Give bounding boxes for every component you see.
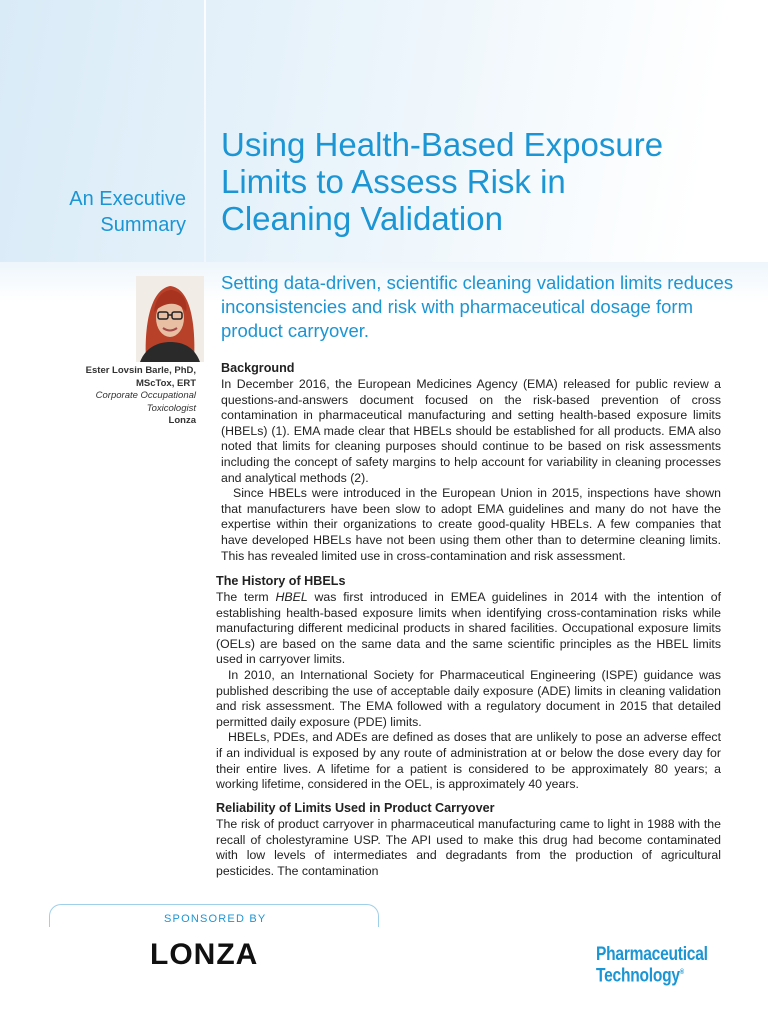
paragraph: In December 2016, the European Medicines Agency (EMA) released for public review a questions-and-answers document focused on the risk-based prevention of cross contamination in pharmaceutical manufacturing and setting health-based exposure limits (HBELs) (1). EMA made clear that HBELs should be established for all products. EMA also noted that limits for cleaning purposes should continue to be based on risk assessments including the concept of safety margins to help account for variability in cleaning processes and analytical methods (2). xyxy=(221,377,721,485)
paragraph: The term HBEL was first introduced in EMEA guidelines in 2014 with the intention of establishing health-based exposure limits when identifying cross-contamination risks while manufacturing different medicinal products in shared facilities. Occupational exposure limits (OELs) are based on the same data and the same scientific principles as the HBEL limits used in carryover limits. xyxy=(216,590,721,667)
executive-summary-kicker: An Executive Summary xyxy=(69,188,186,236)
author-byline: Ester Lovsin Barle, PhD, MScTox, ERT Corporate Occupational Toxicologist Lonza xyxy=(85,365,196,426)
page-title: Using Health-Based Exposure Limits to Assess Risk in Cleaning Validation xyxy=(221,126,664,237)
pharmaceutical-technology-logo: Pharmaceutical Technology® xyxy=(596,944,708,987)
section-heading: Background xyxy=(221,361,295,375)
sponsored-by-label: SPONSORED BY xyxy=(164,913,267,925)
section-history xyxy=(216,573,721,793)
header-divider xyxy=(204,0,206,262)
lonza-logo: LONZA xyxy=(150,938,259,971)
section-heading: The History of HBELs xyxy=(216,574,346,588)
paragraph: Since HBELs were introduced in the European Union in 2015, inspections have shown that manufacturers have been slow to adopt EMA guidelines and many do not have the expertise within their organizations to create good-quality HBELs. A few companies that have developed HBELs have not been using them other than to determine cleaning limits. This has revealed limited use in cross-contamination and risk assessment. xyxy=(221,486,721,563)
page-subtitle: Setting data-driven, scientific cleaning validation limits reduces inconsistencies and risk with pharmaceutical dosage form product carryover. xyxy=(221,272,734,341)
section-heading: Reliability of Limits Used in Product Carryover xyxy=(216,801,495,815)
section-reliability xyxy=(216,800,721,879)
section-background xyxy=(221,360,721,564)
paragraph: HBELs, PDEs, and ADEs are defined as doses that are unlikely to pose an adverse effect if an individual is exposed by any route of administration at or below the dose every day for their entire lives. A lifetime for a patient is considered to be approximately 80 years; a working lifetime, considered in the OEL, is approximately 40 years. xyxy=(216,730,721,792)
paragraph: In 2010, an International Society for Pharmaceutical Engineering (ISPE) guidance was published describing the use of acceptable daily exposure (ADE) limits in cleaning validation and risk assessment. The EMA followed with a regulatory document in 2015 that detailed permitted daily exposure (PDE) limits. xyxy=(216,667,721,729)
paragraph: The risk of product carryover in pharmaceutical manufacturing came to light in 1988 with the recall of cholestyramine USP. The API used to make this drug had become contaminated with low levels of intermediates and degradants from the production of agricultural pesticides. The contamination xyxy=(216,817,721,878)
author-photo xyxy=(136,276,204,362)
